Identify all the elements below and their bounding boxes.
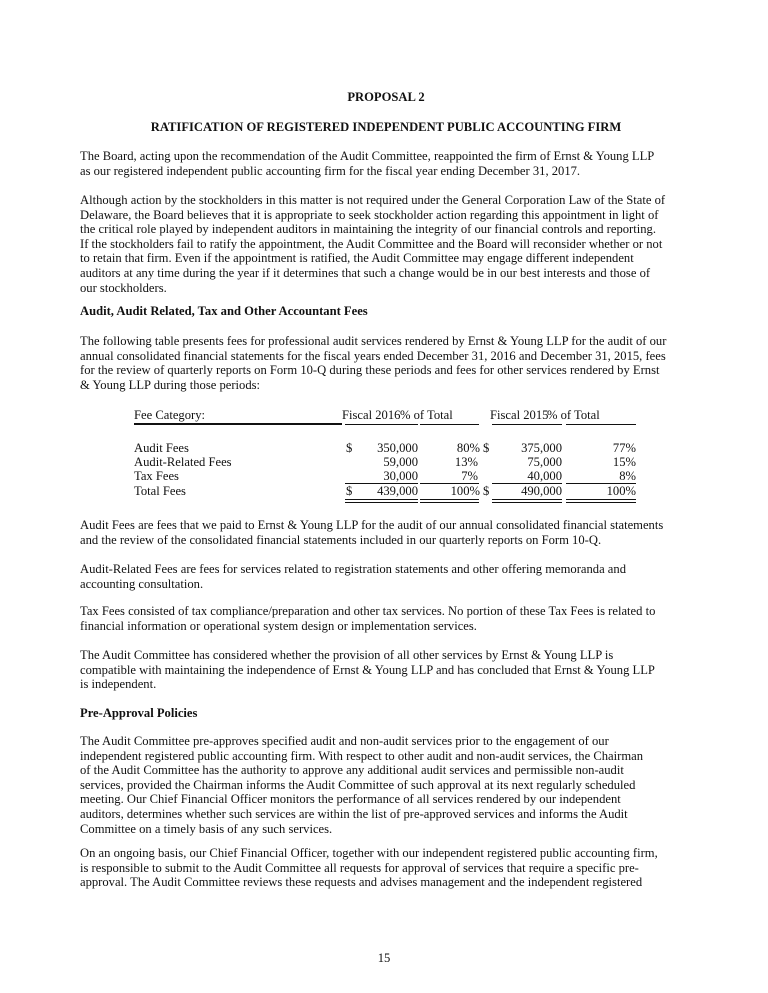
row-fiscal-2016: 439,000	[377, 484, 418, 498]
currency-symbol: $	[346, 484, 353, 498]
header-pct-2016: % of Total	[400, 408, 453, 422]
text-line: The Board, acting upon the recommendation of the Audit Committee, reappointed the firm of Ernst & Young LLP	[80, 149, 655, 163]
row-fiscal-2015: 40,000	[527, 469, 562, 483]
paragraph-fee-intro	[80, 334, 692, 392]
paragraph-audit-related-fees	[80, 562, 692, 591]
total-double-rule	[492, 499, 562, 503]
text-line: our stockholders.	[80, 280, 167, 295]
row-fiscal-2015: 490,000	[521, 484, 562, 498]
text-line: approval. The Audit Committee reviews these requests and advises management and the independent registered	[80, 875, 643, 890]
paragraph-tax-fees	[80, 604, 692, 633]
header-fiscal-2015: Fiscal 2015	[490, 408, 549, 422]
row-pct-2015: 77%	[612, 441, 636, 455]
row-category: Total Fees	[134, 484, 186, 498]
text-line: accounting consultation.	[80, 576, 204, 591]
text-line: is independent.	[80, 677, 157, 692]
header-rule	[492, 424, 562, 425]
row-category: Tax Fees	[134, 469, 179, 483]
text-line: financial information or operational system design or implementation services.	[80, 618, 477, 633]
text-line: The Audit Committee has considered whether the provision of all other services by Ernst & Young LLP is	[80, 648, 614, 662]
row-pct-2016: 80%	[456, 441, 480, 455]
text-line: If the stockholders fail to ratify the appointment, the Audit Committee and the Board will reconsider whether or not	[80, 236, 663, 251]
total-double-rule	[345, 499, 418, 503]
text-line: meeting. Our Chief Financial Officer monitors the performance of all services rendered by our independent	[80, 792, 621, 807]
paragraph-independence	[80, 648, 692, 692]
currency-symbol: $	[346, 441, 353, 455]
proposal-heading: PROPOSAL 2	[347, 90, 425, 104]
text-line: The following table presents fees for professional audit services rendered by Ernst & Young LLP for the audit of our	[80, 334, 667, 348]
paragraph-pre-approval	[80, 734, 692, 836]
text-line: independent registered public accounting firm. With respect to other audit and non-audit services, the Chairman	[80, 748, 644, 763]
row-pct-2015: 8%	[619, 469, 636, 483]
total-double-rule	[420, 499, 479, 503]
text-line: The Audit Committee pre-approves specified audit and non-audit services prior to the engagement of our	[80, 734, 609, 748]
text-line: the critical role played by independent auditors in maintaining the integrity of our financial controls and reporting.	[80, 222, 656, 237]
row-category: Audit Fees	[134, 441, 189, 455]
row-pct-2016: 13%	[454, 455, 478, 469]
text-line: annual consolidated financial statements for the fiscal years ended December 31, 2016 and December 31, 2015, fees	[80, 348, 666, 363]
text-line: and the review of the consolidated financial statements included in our quarterly reports on Form 10-Q.	[80, 532, 602, 547]
text-line: Although action by the stockholders in this matter is not required under the General Corporation Law of the State of	[80, 193, 666, 207]
total-double-rule	[566, 499, 636, 503]
heading-accountant-fees: Audit, Audit Related, Tax and Other Accountant Fees	[80, 304, 368, 318]
text-line: Audit-Related Fees are fees for services related to registration statements and other offering memoranda and	[80, 562, 626, 576]
header-rule	[420, 424, 479, 425]
text-line: is responsible to submit to the Audit Committee all requests for approval of services that require a specific pre-	[80, 860, 639, 875]
row-pct-2016: 7%	[461, 469, 478, 483]
row-fiscal-2016: 30,000	[383, 469, 418, 483]
row-fiscal-2016: 350,000	[377, 441, 418, 455]
text-line: auditors, determines whether such services are within the list of pre-approved services and informs the Audit	[80, 806, 628, 821]
text-line: as our registered independent public accounting firm for the fiscal year ending December 31, 2017.	[80, 163, 581, 178]
heading-pre-approval: Pre-Approval Policies	[80, 706, 198, 720]
paragraph-audit-fees	[80, 518, 692, 547]
row-fiscal-2015: 375,000	[521, 441, 562, 455]
row-category: Audit-Related Fees	[134, 455, 232, 469]
paragraph-stockholder-action	[80, 193, 692, 295]
header-fiscal-2016: Fiscal 2016	[342, 408, 401, 422]
text-line: Delaware, the Board believes that it is appropriate to seek stockholder action regarding this appointment in light of	[80, 207, 659, 222]
header-rule	[134, 423, 342, 425]
text-line: compatible with maintaining the independence of Ernst & Young LLP and has concluded that Ernst & Young LLP	[80, 662, 655, 677]
header-rule	[345, 424, 418, 425]
header-rule	[566, 424, 636, 425]
row-pct-2016: 100%	[450, 484, 480, 498]
section-title: RATIFICATION OF REGISTERED INDEPENDENT PUBLIC ACCOUNTING FIRM	[150, 120, 622, 134]
text-line: of the Audit Committee has the authority to approve any additional audit services and permissible non-audit	[80, 763, 624, 778]
text-line: auditors at any time during the year if it determines that such a change would be in our best interests and those of	[80, 265, 651, 280]
row-pct-2015: 15%	[612, 455, 636, 469]
row-fiscal-2015: 75,000	[527, 455, 562, 469]
row-pct-2015: 100%	[606, 484, 636, 498]
text-line: services, provided the Chairman informs the Audit Committee of such approval at its next regularly scheduled	[80, 777, 636, 792]
header-fee-category: Fee Category:	[134, 408, 205, 422]
header-pct-2015: % of Total	[547, 408, 600, 422]
paragraph-reappointment	[80, 149, 692, 178]
text-line: On an ongoing basis, our Chief Financial Officer, together with our independent registered public accounting firm,	[80, 846, 658, 860]
fee-table	[80, 405, 692, 505]
text-line: Committee on a timely basis of any such services.	[80, 821, 333, 836]
text-line: for the review of quarterly reports on Form 10-Q during these periods and fees for other services rendered by Ernst	[80, 363, 660, 378]
page-number: 15	[377, 951, 391, 965]
text-line: & Young LLP during those periods:	[80, 377, 261, 392]
paragraph-ongoing-basis	[80, 846, 692, 890]
text-line: Audit Fees are fees that we paid to Ernst & Young LLP for the audit of our annual consolidated financial statements	[80, 518, 664, 532]
currency-symbol: $	[483, 484, 490, 498]
text-line: Tax Fees consisted of tax compliance/preparation and other tax services. No portion of these Tax Fees is related to	[80, 604, 656, 618]
row-fiscal-2016: 59,000	[383, 455, 418, 469]
currency-symbol: $	[483, 441, 490, 455]
text-line: to retain that firm. Even if the appointment is ratified, the Audit Committee may engage different independent	[80, 251, 634, 266]
